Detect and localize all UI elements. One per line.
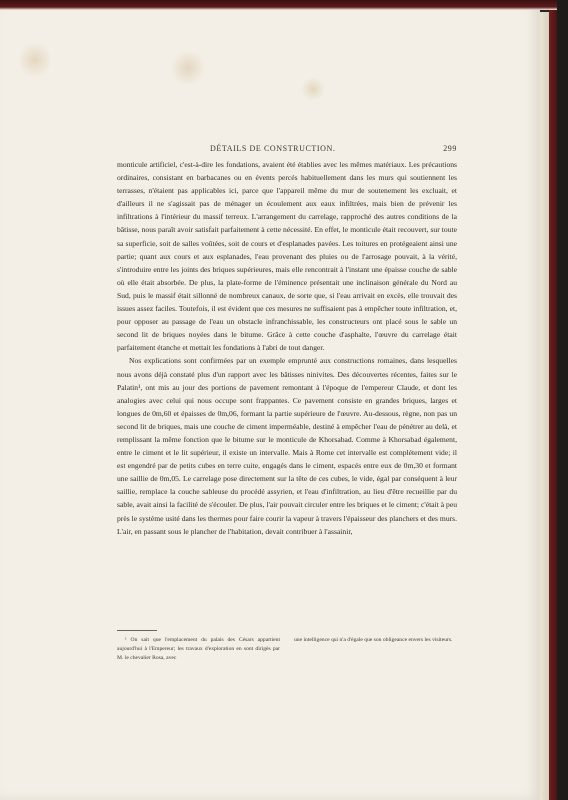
page-stack-edge [540,12,549,800]
foxing-stain [300,78,326,100]
footnote-column: ¹ On sait que l'emplacement du palais des Césars appartient aujourd'hui à l'Empereur; les travaux d'exploration en sont dirigés par M. le chevalier Rosa, avec [117,637,280,661]
footnote-column: une intelligence qui n'a d'égale que son obligeance envers les visiteurs. [294,637,453,643]
running-head-title: DÉTAILS DE CONSTRUCTION. [210,144,336,153]
body-text [117,158,457,538]
paragraph: monticule artificiel, c'est-à-dire les fondations, avaient été établies avec les mêmes matériaux. Les précautions ordinaires, consistant en barbacanes ou en évents percés habituellement dans les murs qui soutiennent les terrasses, n'étaient pas applicables ici, parce que l'appareil même du mur de soutenement les excluait, et d'ailleurs il ne s'agissait pas de ménager un écoulement aux eaux infiltrées, mais bien de prévenir les infiltrations à l'intérieur du massif terreux. L'arrangement du carrelage, rapproché des autres conditions de la bâtisse, nous paraît avoir satisfait parfaitement à cette nécessité. En effet, le monticule était recouvert, sur toute sa superficie, soit de salles voûtées, soit de cours et d'esplanades pavées. Les toitures en protégeaient ainsi une partie; quant aux cours et aux esplanades, l'eau provenant des pluies ou de l'arrosage pouvait, à la vérité, s'introduire entre les joints des briques supérieures, mais elle rencontrait à l'instant une épaisse couche de sable où elle était absorbée. De plus, la plate-forme de l'éminence présentait une inclinaison générale du Nord au Sud, puis le massif était sillonné de nombreux canaux, de sorte que, si l'eau arrivait en excès, elle trouvait des issues assez faciles. Toutefois, il est évident que ces mesures ne suffisaient pas à empêcher toute infiltration, et, pour opposer au passage de l'eau un obstacle infranchissable, les constructeurs ont placé sous le sable un second lit de briques noyées dans le bitume. Grâce à cette couche d'asphalte, l'œuvre du carrelage était parfaitement étanche et mettait les fondations à l'abri de tout danger. [117,160,457,353]
footnote-rule [117,630,157,631]
footnotes [117,636,457,663]
binding-red-edge [549,10,557,800]
page-number: 299 [443,144,457,153]
binding-top-edge [0,0,557,10]
background-edge [557,0,568,800]
foxing-stain [20,40,50,80]
paragraph: Nos explications sont confirmées par un exemple emprunté aux constructions romaines, dans lesquelles nous avons déjà constaté plus d'un rapport avec les bâtisses ninivites. Des découvertes récentes, faites sur le Palatin¹, ont mis au jour des portions de pavement remontant à l'époque de l'empereur Claude, et dont les analogies avec celui qui nous occupe sont frappantes. Ce pavement consiste en grandes briques, larges et longues de 0m,60 et épaisses de 0m,06, formant la partie supérieure de l'œuvre. Au-dessous, règne, non pas un second lit de briques, mais une couche de ciment imperméable, destiné à empêcher l'eau de pénétrer au delà, et remplissant la même fonction que le bitume sur le monticule de Khorsabad. Comme à Khorsabad également, entre le ciment et le lit supérieur, il existe un intervalle. Mais à Rome cet intervalle est complétement vide; il est engendré par de petits cubes en terre cuite, engagés dans le ciment, espacés entre eux de 0m,30 et formant une saillie de 0m,05. Le carrelage pose directement sur la tête de ces cubes, le vide, égal par conséquent à leur saillie, remplace la couche sableuse du procédé assyrien, et l'eau d'infiltration, au lieu d'être recueillie par du sable, avait ainsi la facilité de s'écouler. De plus, l'air pouvait circuler entre les briques et le ciment; c'était à peu près le système usité dans les thermes pour faire courir la vapeur à travers l'épaisseur des planchers et des murs. L'air, en passant sous le plancher de l'habitation, devait contribuer à l'assainir, [117,356,457,536]
foxing-stain [170,50,206,86]
